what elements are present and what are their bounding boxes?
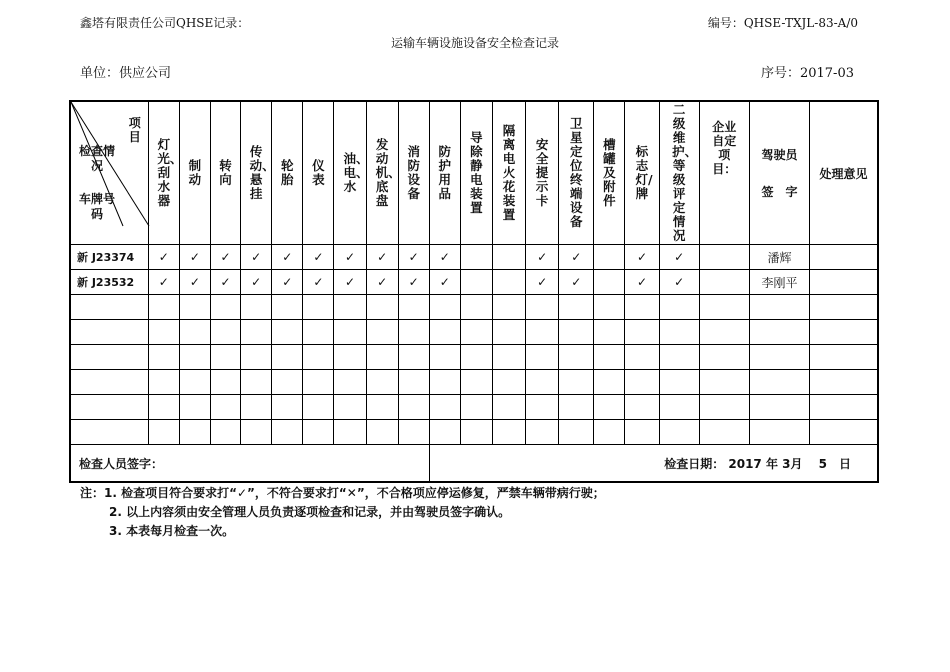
check-cell [272,420,303,445]
column-header: 发动机、底盘 [366,101,398,245]
column-header: 槽罐及附件 [594,101,625,245]
check-cell: ✓ [625,270,659,295]
check-cell [334,420,366,445]
check-cell [398,420,429,445]
check-cell [272,320,303,345]
check-cell [366,320,398,345]
check-cell: ✓ [366,270,398,295]
check-cell [699,395,749,420]
check-cell [625,295,659,320]
check-cell: ✓ [334,270,366,295]
column-header: 安全提示卡 [526,101,559,245]
check-cell [625,320,659,345]
check-cell [460,320,492,345]
check-cell [460,345,492,370]
check-cell [148,295,179,320]
check-cell [148,395,179,420]
check-cell [429,420,460,445]
check-cell [398,345,429,370]
check-cell [429,345,460,370]
column-header: 制动 [179,101,210,245]
check-cell [303,320,334,345]
check-cell [303,420,334,445]
column-header: 卫星定位终端设备 [559,101,594,245]
check-cell [526,320,559,345]
check-cell [398,320,429,345]
check-cell: ✓ [526,245,559,270]
check-cell [303,395,334,420]
check-cell [659,345,699,370]
remark-cell [810,370,878,395]
check-cell [699,420,749,445]
check-cell [460,370,492,395]
remark-cell [810,270,878,295]
form-title: 运输车辆设施设备安全检查记录 [390,36,559,50]
check-cell [366,295,398,320]
plate-number-cell [70,395,148,420]
driver-signature-cell: 李刚平 [749,270,809,295]
check-cell [559,320,594,345]
check-cell [366,420,398,445]
check-cell [625,420,659,445]
check-cell [699,245,749,270]
plate-number-cell: 新 J23532 [70,270,148,295]
column-header: 转向 [211,101,241,245]
check-cell: ✓ [211,245,241,270]
check-cell [492,345,525,370]
column-header: 传动、悬挂 [241,101,272,245]
check-cell [179,345,210,370]
check-cell [526,395,559,420]
check-cell: ✓ [211,270,241,295]
check-cell [211,395,241,420]
table-row [70,420,878,445]
check-cell [241,395,272,420]
check-cell [659,295,699,320]
check-cell [179,420,210,445]
check-cell [429,370,460,395]
remark-cell [810,245,878,270]
driver-signature-cell [749,370,809,395]
check-cell [659,420,699,445]
check-cell [559,370,594,395]
column-header: 油、电、水 [334,101,366,245]
check-cell [272,395,303,420]
column-header: 防护用品 [429,101,460,245]
corner-status-label: 检查情况 [78,144,115,173]
check-cell [625,345,659,370]
check-cell [398,295,429,320]
check-cell [398,370,429,395]
check-cell: ✓ [303,270,334,295]
check-cell [492,245,525,270]
driver-header-line1: 驾驶员 [761,148,798,162]
check-cell [334,395,366,420]
check-cell [594,270,625,295]
column-header: 轮胎 [272,101,303,245]
check-cell [366,370,398,395]
check-cell [594,395,625,420]
check-cell [148,345,179,370]
check-cell: ✓ [272,245,303,270]
check-cell [492,420,525,445]
check-cell [594,295,625,320]
check-cell: ✓ [366,245,398,270]
check-cell: ✓ [429,245,460,270]
check-cell [559,395,594,420]
check-cell [492,395,525,420]
table-row [70,295,878,320]
unit-label: 单位：供应公司 [80,66,172,81]
note-2: 2. 以上内容须由安全管理人员负责逐项检查和记录，并由驾驶员签字确认。 [109,505,511,519]
note-3: 3. 本表每月检查一次。 [109,524,235,538]
check-cell [625,370,659,395]
check-cell [699,320,749,345]
check-cell [211,320,241,345]
driver-signature-cell [749,320,809,345]
check-cell: ✓ [398,270,429,295]
check-cell [492,370,525,395]
check-cell: ✓ [398,245,429,270]
check-cell [460,270,492,295]
check-cell [594,370,625,395]
check-cell [303,295,334,320]
check-cell [594,245,625,270]
check-cell [594,345,625,370]
plate-number-cell [70,420,148,445]
check-cell [699,345,749,370]
check-cell [492,270,525,295]
check-cell [211,420,241,445]
check-cell: ✓ [334,245,366,270]
column-header: 消防设备 [398,101,429,245]
check-cell [241,345,272,370]
check-cell: ✓ [429,270,460,295]
check-cell [659,370,699,395]
driver-signature-cell [749,295,809,320]
check-cell [303,345,334,370]
check-cell [272,295,303,320]
remark-header: 处理意见 [810,101,878,245]
check-cell: ✓ [179,270,210,295]
check-cell [625,395,659,420]
check-cell [334,320,366,345]
inspection-date: 检查日期： 2017 年 3月 5 日 [429,445,878,483]
driver-header [749,101,809,245]
check-cell [559,420,594,445]
check-cell [659,395,699,420]
check-cell [179,370,210,395]
check-cell [699,295,749,320]
check-cell [526,295,559,320]
check-cell [659,320,699,345]
remark-cell [810,395,878,420]
check-cell [272,370,303,395]
check-cell [526,370,559,395]
company-record-label: 鑫塔有限责任公司QHSE记录： [80,16,250,30]
plate-number-cell [70,345,148,370]
check-cell [303,370,334,395]
table-row [70,245,878,270]
check-cell [594,320,625,345]
plate-number-cell [70,370,148,395]
check-cell [334,345,366,370]
table-row [70,395,878,420]
check-cell [460,295,492,320]
check-cell [179,295,210,320]
remark-cell [810,345,878,370]
check-cell [241,420,272,445]
check-cell: ✓ [241,270,272,295]
check-cell [272,345,303,370]
check-cell [211,295,241,320]
check-cell: ✓ [148,245,179,270]
inspection-table [69,100,879,483]
check-cell [148,370,179,395]
check-cell [334,295,366,320]
check-cell: ✓ [148,270,179,295]
check-cell: ✓ [659,245,699,270]
table-row [70,320,878,345]
check-cell [179,320,210,345]
column-header: 隔离电火花装置 [492,101,525,245]
check-cell [429,295,460,320]
check-cell [148,320,179,345]
column-header: 企业自定项目： [699,101,749,245]
table-row [70,270,878,295]
check-cell [460,245,492,270]
check-cell: ✓ [241,245,272,270]
column-header: 灯光、刮水器 [148,101,179,245]
check-cell [334,370,366,395]
check-cell [366,345,398,370]
driver-signature-cell [749,395,809,420]
plate-number-cell [70,320,148,345]
check-cell: ✓ [272,270,303,295]
check-cell: ✓ [659,270,699,295]
table-row [70,370,878,395]
check-cell [492,320,525,345]
check-cell [460,395,492,420]
inspector-signature-label: 检查人员签字： [70,445,429,483]
notes-section [80,484,605,541]
check-cell [699,270,749,295]
check-cell: ✓ [303,245,334,270]
plate-number-cell: 新 J23374 [70,245,148,270]
check-cell [594,420,625,445]
plate-number-cell [70,295,148,320]
check-cell [241,320,272,345]
check-cell [460,420,492,445]
table-row [70,345,878,370]
remark-cell [810,420,878,445]
check-cell: ✓ [526,270,559,295]
check-cell [526,420,559,445]
check-cell: ✓ [559,270,594,295]
driver-signature-cell [749,345,809,370]
check-cell [241,295,272,320]
column-header: 仪表 [303,101,334,245]
remark-cell [810,295,878,320]
note-1: 注：1. 检查项目符合要求打“✓”，不符合要求打“✕”，不合格项应停运修复，严禁车辆带病行驶； [80,486,605,500]
driver-signature-cell: 潘辉 [749,245,809,270]
corner-plate-label: 车牌号码 [78,192,115,221]
corner-item-label: 项目 [128,116,141,144]
check-cell [179,395,210,420]
check-cell [366,395,398,420]
check-cell [559,295,594,320]
check-cell [526,345,559,370]
check-cell [211,370,241,395]
check-cell [492,295,525,320]
driver-header-line2: 签 字 [761,185,798,199]
corner-header-cell [70,101,148,245]
check-cell [429,320,460,345]
check-cell [398,395,429,420]
sequence-number: 序号：2017-03 [760,66,854,81]
check-cell [211,345,241,370]
check-cell [699,370,749,395]
document-number: 编号：QHSE-TXJL-83-A/0 [707,16,858,30]
check-cell: ✓ [559,245,594,270]
check-cell [148,420,179,445]
column-header: 二级维护、等级评定情况 [659,101,699,245]
check-cell [559,345,594,370]
check-cell [429,395,460,420]
column-header: 标志灯/牌 [625,101,659,245]
check-cell: ✓ [625,245,659,270]
column-header: 导除静电装置 [460,101,492,245]
check-cell [241,370,272,395]
driver-signature-cell [749,420,809,445]
check-cell: ✓ [179,245,210,270]
remark-cell [810,320,878,345]
